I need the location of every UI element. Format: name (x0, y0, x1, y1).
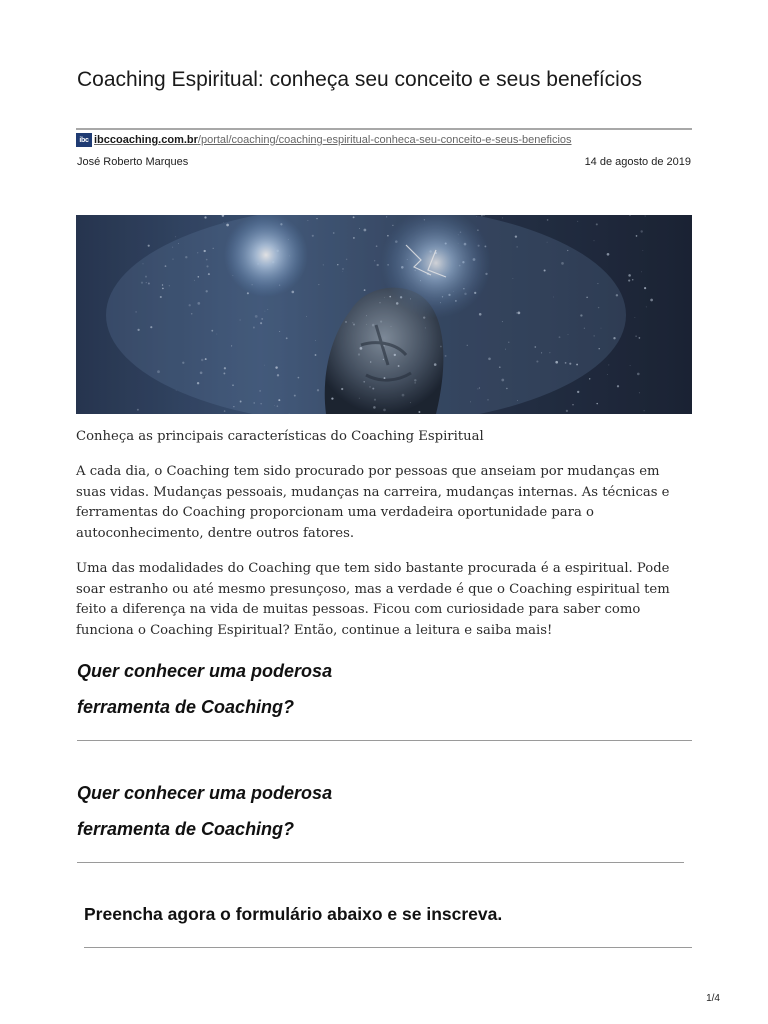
source-path: /portal/coaching/coaching-espiritual-conheca-seu-conceito-e-seus-beneficios (197, 134, 572, 146)
cta-heading-line-2: ferramenta de Coaching? (77, 819, 295, 839)
section-divider (84, 947, 692, 948)
hero-image (76, 215, 692, 414)
source-link[interactable] (94, 134, 572, 146)
image-caption: Conheça as principais características do Coaching Espiritual (76, 429, 484, 444)
cta-heading-line-1: Quer conhecer uma poderosa (77, 661, 333, 681)
paragraph-1: A cada dia, o Coaching tem sido procurado por pessoas que anseiam por mudanças em suas vidas. Mudanças pessoais, mudanças na carreira, mudanças internas. As técnicas e ferramentas do Coaching proporcionam uma verdadeira oportunidade para o autoconhecimento, dentre outros fatores. (76, 464, 670, 541)
section-divider (77, 862, 684, 863)
author: José Roberto Marques (77, 156, 189, 168)
form-prompt: Preencha agora o formulário abaixo e se inscreva. (84, 904, 503, 924)
title-divider (76, 128, 692, 130)
publish-date: 14 de agosto de 2019 (584, 156, 691, 168)
cta-heading-line-2: ferramenta de Coaching? (77, 697, 295, 717)
paragraph-2: Uma das modalidades do Coaching que tem sido bastante procurada é a espiritual. Pode soar estranho ou até mesmo presunçoso, mas a verdade é que o Coaching espiritual tem feito a diferença na vida de muitas pessoas. Ficou com curiosidade para saber como funciona o Coaching Espiritual? Então, continue a leitura e saiba mais! (76, 561, 670, 638)
source-domain: ibccoaching.com.br (94, 134, 198, 146)
section-divider (77, 740, 692, 741)
source-row (76, 133, 572, 147)
site-logo-icon: ibc (76, 133, 92, 147)
page-title: Coaching Espiritual: conheça seu conceito e seus benefícios (77, 68, 643, 91)
page-number: 1/4 (706, 993, 720, 1004)
cta-heading-line-1: Quer conhecer uma poderosa (77, 783, 333, 803)
